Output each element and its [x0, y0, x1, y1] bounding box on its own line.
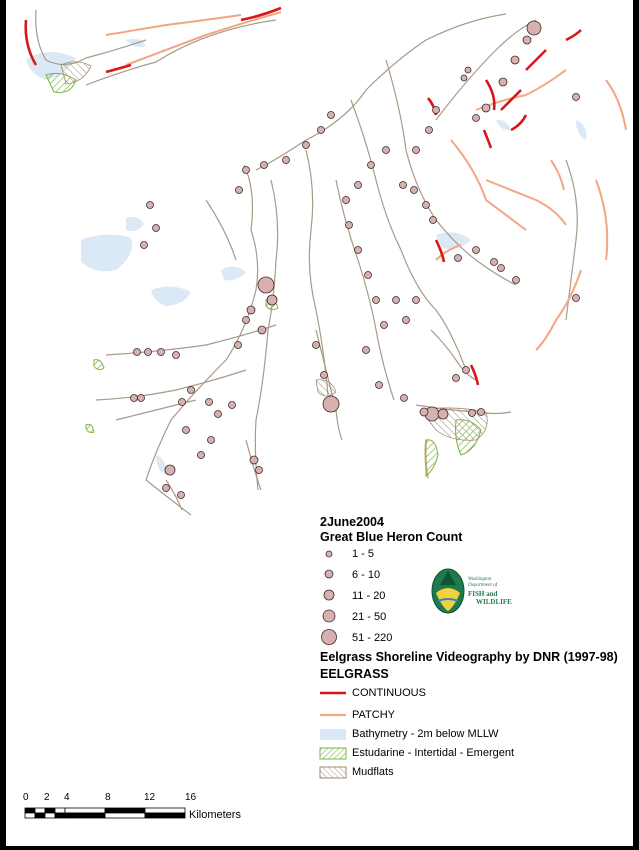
heron-marker: [513, 277, 520, 284]
heron-marker: [376, 382, 383, 389]
heron-marker: [198, 452, 205, 459]
eelgrass-patchy: [106, 12, 626, 478]
heron-marker: [401, 395, 408, 402]
heron-size-3: [324, 590, 334, 600]
heron-marker: [363, 347, 370, 354]
heron-marker: [303, 142, 310, 149]
heron-class-5: 51 - 220: [352, 632, 393, 644]
heron-marker: [229, 402, 236, 409]
heron-class-3: 11 - 20: [352, 590, 386, 602]
heron-marker: [346, 222, 353, 229]
heron-marker: [383, 147, 390, 154]
heron-marker: [235, 342, 242, 349]
heron-marker: [465, 67, 471, 73]
heron-marker: [573, 295, 580, 302]
bathymetry-areas: [26, 39, 586, 475]
heron-size-1: [326, 551, 332, 557]
heron-marker: [413, 147, 420, 154]
heron-marker: [400, 182, 407, 189]
heron-marker: [313, 342, 320, 349]
heron-marker: [355, 182, 362, 189]
heron-marker: [430, 217, 437, 224]
scale-tick-0: 0: [23, 792, 29, 803]
heron-size-2: [325, 570, 333, 578]
heron-marker: [173, 352, 180, 359]
heron-marker: [258, 326, 266, 334]
heron-marker: [355, 247, 362, 254]
heron-marker: [236, 187, 243, 194]
heron-marker: [463, 367, 470, 374]
heron-marker: [420, 408, 428, 416]
heron-marker: [473, 247, 480, 254]
scale-tick-2: 2: [44, 792, 50, 803]
heron-marker: [134, 349, 141, 356]
heron-marker: [250, 456, 258, 464]
heron-marker: [178, 492, 185, 499]
heron-marker: [403, 317, 410, 324]
heron-marker: [165, 465, 175, 475]
heron-marker: [455, 255, 462, 262]
heron-marker: [527, 21, 541, 35]
wdfw-logo: [430, 563, 520, 623]
estuarine-swatch: [320, 748, 346, 759]
heron-marker: [138, 395, 145, 402]
heron-marker: [373, 297, 380, 304]
heron-marker: [433, 107, 440, 114]
heron-marker: [247, 306, 255, 314]
heron-marker: [365, 272, 372, 279]
heron-markers: [131, 21, 580, 499]
heron-marker: [131, 395, 138, 402]
heron-marker: [243, 167, 250, 174]
heron-marker: [343, 197, 350, 204]
heron-class-4: 21 - 50: [352, 611, 387, 623]
heron-marker: [523, 36, 531, 44]
heron-marker: [381, 322, 388, 329]
heron-class-2: 6 - 10: [352, 569, 381, 581]
heron-marker: [511, 56, 519, 64]
heron-marker: [328, 112, 335, 119]
heron-marker: [243, 317, 250, 324]
eelgrass-legend-swatches: [318, 684, 350, 784]
heron-marker: [153, 225, 160, 232]
scale-tick-12: 12: [144, 792, 156, 803]
heron-marker: [453, 375, 460, 382]
heron-marker: [258, 277, 274, 293]
eelgrass-legend-subtitle: EELGRASS: [320, 667, 389, 681]
heron-size-4: [323, 610, 335, 622]
heron-marker: [188, 387, 195, 394]
heron-marker: [179, 399, 186, 406]
scale-tick-4: 4: [64, 792, 70, 803]
heron-marker: [256, 467, 263, 474]
heron-marker: [461, 75, 467, 81]
mudflats-label: Mudflats: [352, 766, 394, 778]
heron-marker: [573, 94, 580, 101]
heron-marker: [321, 372, 328, 379]
estuarine-areas: [46, 73, 481, 476]
heron-legend-title: Great Blue Heron Count: [320, 530, 463, 544]
heron-marker: [283, 157, 290, 164]
heron-marker: [147, 202, 154, 209]
eelgrass-continuous: [26, 8, 581, 385]
heron-marker: [183, 427, 190, 434]
heron-marker: [413, 297, 420, 304]
heron-class-1: 1 - 5: [352, 548, 375, 560]
heron-marker: [261, 162, 268, 169]
heron-marker: [393, 297, 400, 304]
scale-tick-16: 16: [185, 792, 197, 803]
continuous-label: CONTINUOUS: [352, 687, 426, 699]
heron-marker: [206, 399, 213, 406]
patchy-label: PATCHY: [352, 709, 395, 721]
heron-marker: [208, 437, 215, 444]
eelgrass-legend-title: Eelgrass Shoreline Videography by DNR (1997-98): [320, 650, 618, 664]
logo-text-main: FISH and WILDLIFE: [468, 590, 512, 606]
heron-legend-symbols: [314, 545, 344, 645]
heron-marker: [323, 396, 339, 412]
heron-marker: [423, 202, 430, 209]
heron-marker: [482, 104, 490, 112]
scale-unit: Kilometers: [189, 809, 241, 821]
heron-marker: [438, 409, 448, 419]
heron-marker: [158, 349, 165, 356]
scale-tick-8: 8: [105, 792, 111, 803]
heron-marker: [411, 187, 418, 194]
bathymetry-label: Bathymetry - 2m below MLLW: [352, 728, 499, 740]
heron-marker: [469, 410, 476, 417]
heron-marker: [318, 127, 325, 134]
heron-marker: [473, 115, 480, 122]
heron-marker: [267, 295, 277, 305]
heron-size-5: [322, 630, 337, 645]
logo-text-small: Washington Department of: [468, 577, 498, 588]
heron-marker: [499, 78, 507, 86]
wdfw-emblem-icon: [430, 563, 466, 619]
map-frame: [6, 0, 633, 846]
heron-marker: [426, 127, 433, 134]
heron-marker: [491, 259, 498, 266]
estuarine-label: Estudarine - Intertidal - Emergent: [352, 747, 515, 759]
heron-marker: [163, 485, 170, 492]
heron-marker: [478, 409, 485, 416]
mudflats-swatch: [320, 767, 346, 778]
scale-bar: [24, 806, 199, 820]
heron-marker: [498, 265, 505, 272]
heron-marker: [141, 242, 148, 249]
heron-marker: [215, 411, 222, 418]
heron-marker: [368, 162, 375, 169]
bathymetry-swatch: [320, 729, 346, 740]
map-date: 2June2004: [320, 515, 384, 529]
heron-marker: [145, 349, 152, 356]
